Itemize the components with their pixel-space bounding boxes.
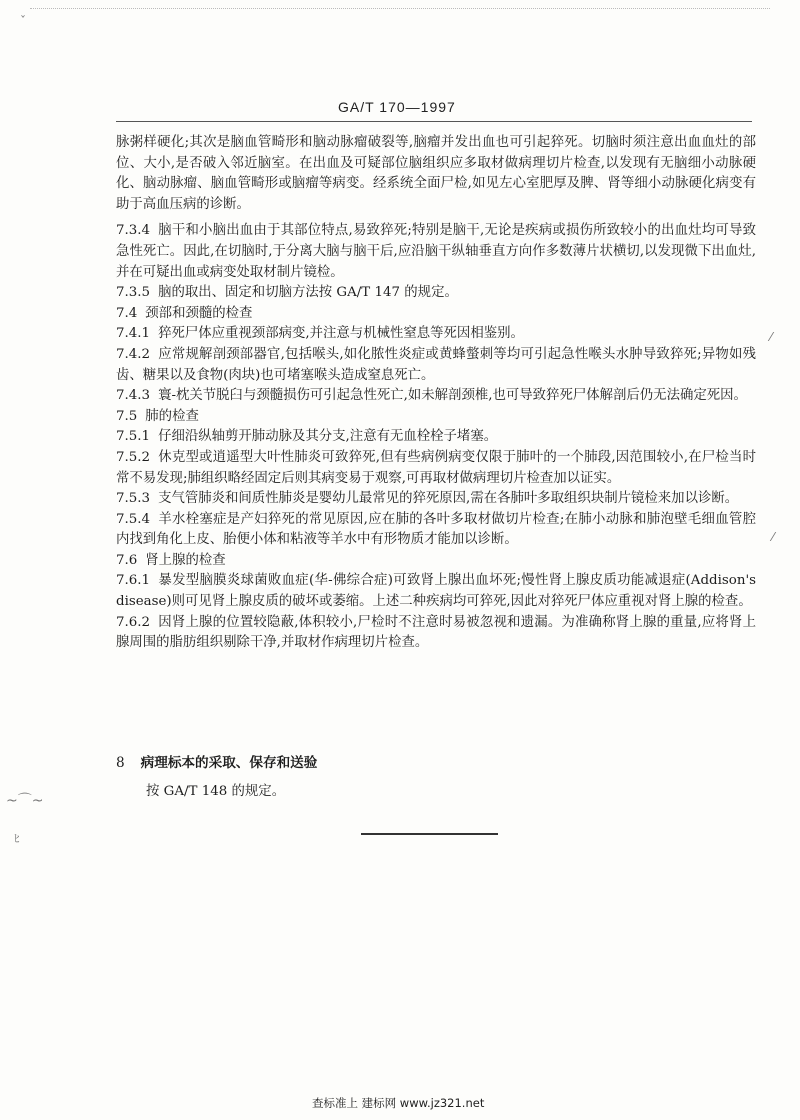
heading-text: 肺的检查: [145, 408, 199, 424]
clause-text: 羊水栓塞症是产妇猝死的常见原因,应在肺的各叶多取材做切片检查;在肺小动脉和肺泡壁毛细血管腔内找到角化上皮、胎便小体和粘液等羊水中有形物质才能加以诊断。: [116, 511, 756, 548]
clause-number: 7.5.2: [116, 449, 151, 465]
clause-7-4-1: [116, 324, 756, 345]
clause-number: 7.5.4: [116, 511, 151, 527]
paragraph: [116, 133, 756, 215]
clause-text: 暴发型脑膜炎球菌败血症(华-佛综合症)可致肾上腺出血坏死;慢性肾上腺皮质功能减退症(Addison's disease)则可见肾上腺皮质的破坏或萎缩。上述二种疾病均可猝死,因此对猝死尸体应重视对肾上腺的检查。: [116, 573, 756, 610]
clause-number: 7.6.1: [116, 573, 151, 589]
document-body: [116, 133, 756, 654]
clause-7-6-1: [116, 571, 756, 612]
clause-7-5-4: [116, 510, 756, 551]
clause-text: 仔细沿纵轴剪开肺动脉及其分支,注意有无血栓栓子堵塞。: [158, 429, 498, 445]
heading-7-4: [116, 304, 756, 325]
heading-number: 7.5: [116, 408, 138, 424]
clause-7-3-5: [116, 283, 756, 304]
clause-text: 寰-枕关节脱臼与颈髓损伤可引起急性死亡,如未解剖颈椎,也可导致猝死尸体解剖后仍无法确定死因。: [158, 388, 747, 404]
clause-text: 应常规解剖颈部器官,包括喉头,如化脓性炎症或黄蜂螫刺等均可引起急性喉头水肿导致猝死;异物如残齿、糖果以及食物(肉块)也可堵塞喉头造成窒息死亡。: [116, 346, 756, 383]
clause-7-3-4: [116, 221, 756, 283]
scan-tick-mark: ⁄: [772, 530, 775, 544]
clause-number: 7.3.5: [116, 285, 151, 301]
scan-squiggle: ~⌒~: [6, 793, 44, 809]
heading-7-6: [116, 551, 756, 572]
end-of-document-rule: [361, 833, 498, 835]
clause-7-4-2: [116, 345, 756, 386]
heading-number: 7.4: [116, 305, 138, 321]
clause-number: 7.4.3: [116, 388, 151, 404]
scan-tick-mark: ˇ: [20, 14, 26, 28]
clause-text: 脑干和小脑出血由于其部位特点,易致猝死;特别是脑干,无论是疾病或损伤所致较小的出血灶均可导致急性死亡。因此,在切脑时,于分离大脑与脑干后,应沿脑干纵轴垂直方向作多数薄片状横切,以发现微下出血灶,并在可疑出血或病变处取材制片镜检。: [116, 223, 756, 280]
clause-text: 猝死尸体应重视颈部病变,并注意与机械性窒息等死因相鉴别。: [158, 326, 524, 342]
section-8-body: 按 GA/T 148 的规定。: [146, 784, 286, 799]
clause-number: 7.6.2: [116, 614, 151, 630]
clause-7-6-2: [116, 613, 756, 654]
clause-7-5-3: [116, 489, 756, 510]
clause-text: 休克型或逍遥型大叶性肺炎可致猝死,但有些病例病变仅限于肺叶的一个肺段,因范围较小,在尸检当时常不易发现;肺组织略经固定后则其病变易于观察,可再取材做病理切片检查加以证实。: [116, 449, 756, 486]
clause-number: 7.3.4: [116, 223, 151, 239]
paragraph-text: 脉粥样硬化;其次是脑血管畸形和脑动脉瘤破裂等,脑瘤并发出血也可引起猝死。切脑时须注意出血血灶的部位、大小,是否破入邻近脑室。在出血及可疑部位脑组织应多取材做病理切片检查,以发现有无脑细小动脉硬化、脑动脉瘤、脑血管畸形或脑瘤等病变。经系统全面尸检,如见左心室肥厚及脾、肾等细小动脉硬化病变有助于高血压病的诊断。: [116, 135, 756, 212]
clause-7-5-1: [116, 427, 756, 448]
footer-watermark: 查标准上 建标网 www.jz321.net: [312, 1096, 485, 1110]
section-8-heading: [116, 751, 317, 771]
clause-text: 因肾上腺的位置较隐蔽,体积较小,尸检时不注意时易被忽视和遗漏。为准确称肾上腺的重量,应将肾上腺周围的脂肪组织剔除干净,并取材作病理切片检查。: [116, 614, 756, 651]
heading-7-5: [116, 407, 756, 428]
page-header-code: GA/T 170—1997: [338, 99, 456, 115]
scan-tick-mark: ⁄: [770, 330, 773, 344]
header-rule: [116, 121, 752, 122]
heading-number: 7.6: [116, 552, 138, 568]
scan-top-border: [30, 8, 770, 10]
clause-number: 7.4.1: [116, 326, 151, 342]
clause-7-5-2: [116, 448, 756, 489]
clause-number: 7.5.3: [116, 491, 151, 507]
clause-number: 7.5.1: [116, 429, 151, 445]
heading-text: 颈部和颈髓的检查: [145, 305, 253, 321]
section-number: 8: [116, 755, 125, 771]
clause-number: 7.4.2: [116, 346, 151, 362]
section-title: 病理标本的采取、保存和送验: [140, 755, 318, 771]
clause-text: 脑的取出、固定和切脑方法按 GA/T 147 的规定。: [158, 285, 458, 301]
scan-tick-mark: ﾋ: [14, 832, 20, 845]
heading-text: 肾上腺的检查: [145, 552, 226, 568]
clause-7-4-3: [116, 386, 756, 407]
clause-text: 支气管肺炎和间质性肺炎是婴幼儿最常见的猝死原因,需在各肺叶多取组织块制片镜检来加以诊断。: [158, 491, 739, 507]
